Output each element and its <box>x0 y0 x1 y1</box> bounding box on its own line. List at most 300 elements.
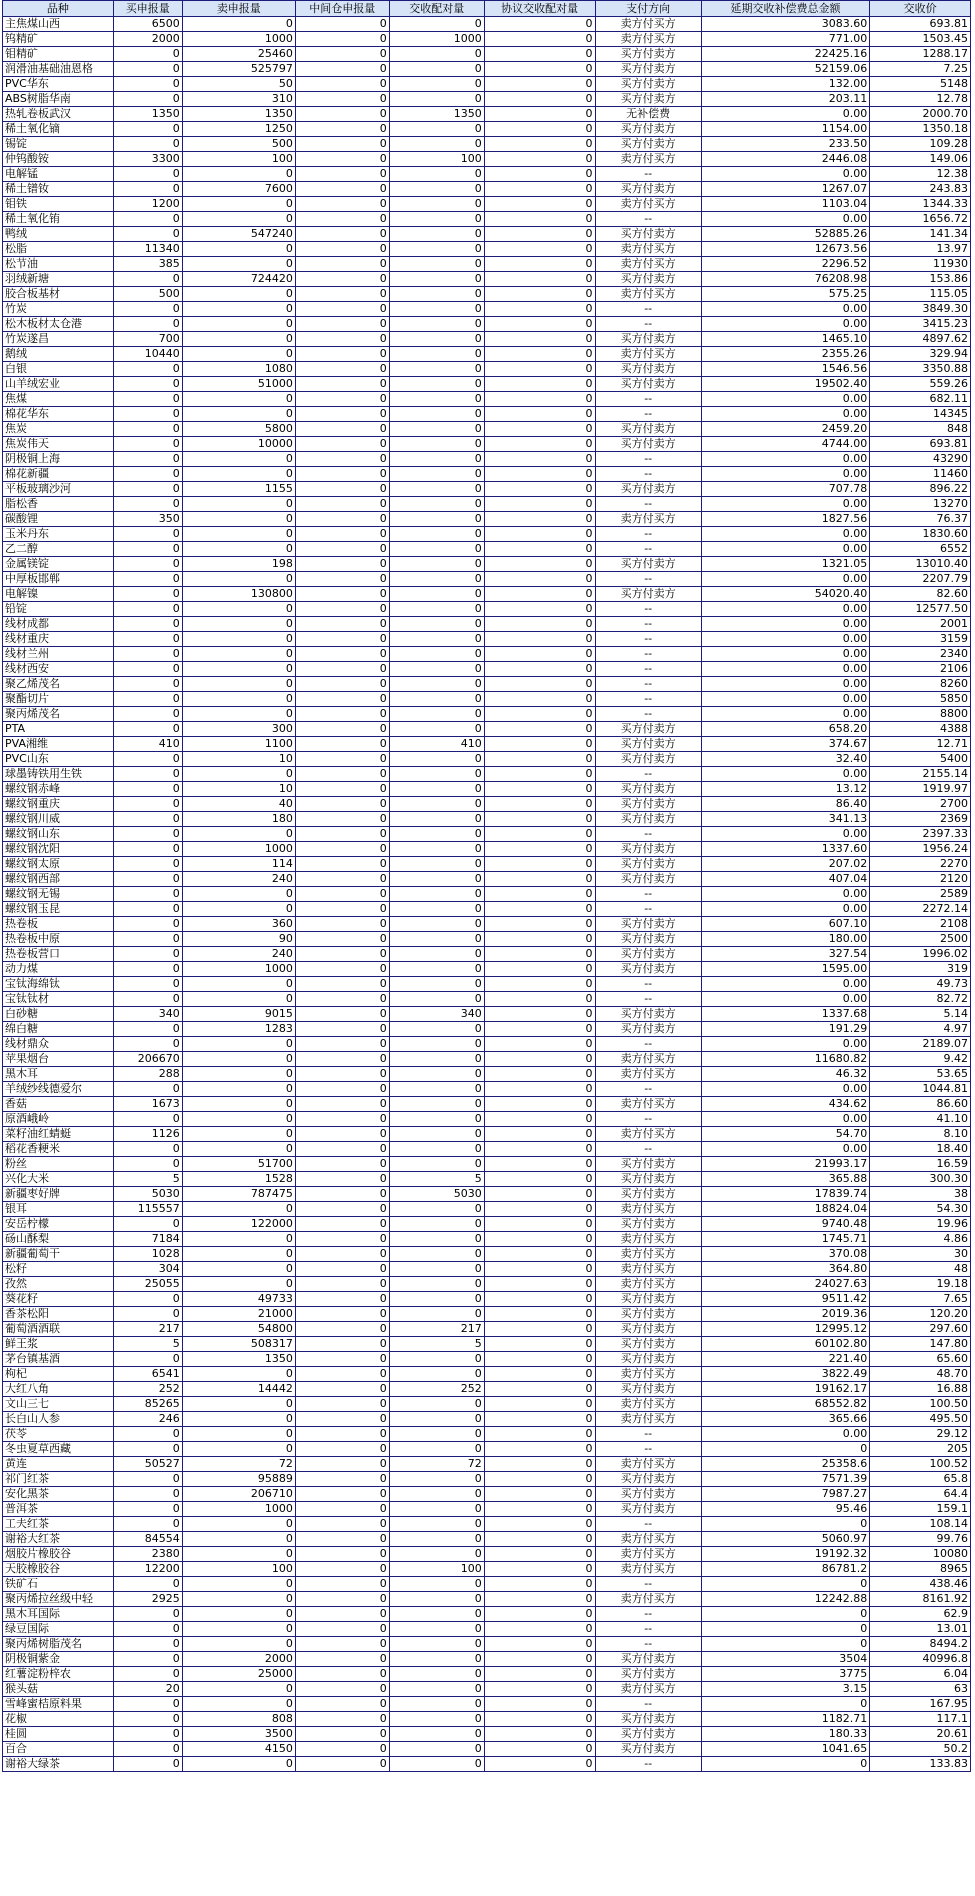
cell-middle-qty: 0 <box>295 1382 389 1397</box>
cell-pay-direction: 买方付卖方 <box>595 1322 701 1337</box>
cell-compensation-total: 1465.10 <box>701 332 869 347</box>
cell-agreement-match-qty: 0 <box>484 242 595 257</box>
cell-settlement-price: 8965 <box>870 1562 971 1577</box>
cell-pay-direction: -- <box>595 452 701 467</box>
cell-sell-qty: 3500 <box>182 1727 295 1742</box>
cell-agreement-match-qty: 0 <box>484 1367 595 1382</box>
cell-variety: 花椒 <box>3 1712 114 1727</box>
cell-agreement-match-qty: 0 <box>484 362 595 377</box>
settlement-table <box>2 0 971 1772</box>
cell-settlement-price: 2207.79 <box>870 572 971 587</box>
cell-compensation-total: 0.00 <box>701 647 869 662</box>
cell-variety: 钼铁 <box>3 197 114 212</box>
header-pay-direction: 支付方向 <box>595 1 701 17</box>
cell-buy-qty: 0 <box>113 467 182 482</box>
cell-compensation-total: 0.00 <box>701 827 869 842</box>
cell-settlement-price: 100.50 <box>870 1397 971 1412</box>
cell-pay-direction: -- <box>595 1037 701 1052</box>
cell-agreement-match-qty: 0 <box>484 1637 595 1652</box>
table-row <box>3 347 971 362</box>
table-row <box>3 452 971 467</box>
table-row <box>3 527 971 542</box>
table-row <box>3 1382 971 1397</box>
cell-compensation-total: 1337.68 <box>701 1007 869 1022</box>
cell-buy-qty: 20 <box>113 1682 182 1697</box>
cell-settlement-price: 62.9 <box>870 1607 971 1622</box>
cell-pay-direction: 卖方付买方 <box>595 257 701 272</box>
cell-pay-direction: 卖方付买方 <box>595 1097 701 1112</box>
cell-pay-direction: 买方付卖方 <box>595 272 701 287</box>
cell-settlement-price: 9.42 <box>870 1052 971 1067</box>
cell-compensation-total: 0.00 <box>701 467 869 482</box>
cell-pay-direction: 买方付卖方 <box>595 932 701 947</box>
cell-pay-direction: -- <box>595 167 701 182</box>
cell-middle-qty: 0 <box>295 1472 389 1487</box>
cell-agreement-match-qty: 0 <box>484 872 595 887</box>
cell-variety: 线材兰州 <box>3 647 114 662</box>
cell-agreement-match-qty: 0 <box>484 392 595 407</box>
cell-compensation-total: 2446.08 <box>701 152 869 167</box>
cell-variety: 黄连 <box>3 1457 114 1472</box>
cell-variety: 螺纹钢川威 <box>3 812 114 827</box>
cell-agreement-match-qty: 0 <box>484 437 595 452</box>
cell-compensation-total: 221.40 <box>701 1352 869 1367</box>
cell-variety: 稻花香粳米 <box>3 1142 114 1157</box>
table-row <box>3 32 971 47</box>
cell-agreement-match-qty: 0 <box>484 1157 595 1172</box>
cell-middle-qty: 0 <box>295 62 389 77</box>
cell-pay-direction: 卖方付买方 <box>595 17 701 32</box>
cell-variety: 焦煤 <box>3 392 114 407</box>
cell-pay-direction: -- <box>595 692 701 707</box>
table-row <box>3 677 971 692</box>
cell-buy-qty: 2925 <box>113 1592 182 1607</box>
table-row <box>3 62 971 77</box>
cell-pay-direction: 买方付卖方 <box>595 1307 701 1322</box>
cell-middle-qty: 0 <box>295 722 389 737</box>
cell-variety: 阴极铜紫金 <box>3 1652 114 1667</box>
cell-variety: 铁矿石 <box>3 1577 114 1592</box>
cell-match-qty: 0 <box>389 437 484 452</box>
cell-middle-qty: 0 <box>295 1577 389 1592</box>
cell-settlement-price: 693.81 <box>870 437 971 452</box>
cell-sell-qty: 0 <box>182 1067 295 1082</box>
cell-compensation-total: 24027.63 <box>701 1277 869 1292</box>
cell-settlement-price: 5400 <box>870 752 971 767</box>
table-row <box>3 1247 971 1262</box>
cell-pay-direction: 买方付卖方 <box>595 1742 701 1757</box>
cell-sell-qty: 1000 <box>182 1502 295 1517</box>
cell-variety: 动力煤 <box>3 962 114 977</box>
cell-buy-qty: 0 <box>113 827 182 842</box>
cell-match-qty: 0 <box>389 1592 484 1607</box>
cell-buy-qty: 0 <box>113 722 182 737</box>
cell-variety: 猴头菇 <box>3 1682 114 1697</box>
cell-settlement-price: 2589 <box>870 887 971 902</box>
cell-variety: 黑木耳国际 <box>3 1607 114 1622</box>
cell-agreement-match-qty: 0 <box>484 1247 595 1262</box>
cell-pay-direction: 买方付卖方 <box>595 1337 701 1352</box>
cell-compensation-total: 46.32 <box>701 1067 869 1082</box>
cell-sell-qty: 808 <box>182 1712 295 1727</box>
cell-buy-qty: 217 <box>113 1322 182 1337</box>
cell-pay-direction: -- <box>595 617 701 632</box>
cell-compensation-total: 132.00 <box>701 77 869 92</box>
cell-match-qty: 0 <box>389 1622 484 1637</box>
cell-buy-qty: 0 <box>113 782 182 797</box>
cell-buy-qty: 410 <box>113 737 182 752</box>
cell-compensation-total: 2019.36 <box>701 1307 869 1322</box>
cell-compensation-total: 12995.12 <box>701 1322 869 1337</box>
cell-agreement-match-qty: 0 <box>484 1592 595 1607</box>
table-row <box>3 842 971 857</box>
cell-middle-qty: 0 <box>295 1037 389 1052</box>
cell-variety: 稀土氧化镝 <box>3 122 114 137</box>
cell-sell-qty: 525797 <box>182 62 295 77</box>
cell-settlement-price: 10080 <box>870 1547 971 1562</box>
cell-compensation-total: 86.40 <box>701 797 869 812</box>
cell-pay-direction: -- <box>595 1427 701 1442</box>
cell-sell-qty: 0 <box>182 1112 295 1127</box>
cell-middle-qty: 0 <box>295 587 389 602</box>
cell-match-qty: 72 <box>389 1457 484 1472</box>
cell-pay-direction: 买方付卖方 <box>595 782 701 797</box>
cell-variety: 葵花籽 <box>3 1292 114 1307</box>
cell-agreement-match-qty: 0 <box>484 527 595 542</box>
cell-compensation-total: 18824.04 <box>701 1202 869 1217</box>
cell-compensation-total: 365.88 <box>701 1172 869 1187</box>
cell-sell-qty: 10000 <box>182 437 295 452</box>
cell-pay-direction: 卖方付买方 <box>595 152 701 167</box>
cell-buy-qty: 0 <box>113 1217 182 1232</box>
cell-buy-qty: 0 <box>113 1757 182 1772</box>
cell-compensation-total: 0.00 <box>701 107 869 122</box>
cell-settlement-price: 2001 <box>870 617 971 632</box>
cell-sell-qty: 0 <box>182 1592 295 1607</box>
cell-middle-qty: 0 <box>295 1562 389 1577</box>
table-row <box>3 782 971 797</box>
cell-middle-qty: 0 <box>295 707 389 722</box>
table-row <box>3 1547 971 1562</box>
table-row <box>3 1532 971 1547</box>
cell-sell-qty: 14442 <box>182 1382 295 1397</box>
cell-match-qty: 0 <box>389 1577 484 1592</box>
cell-buy-qty: 11340 <box>113 242 182 257</box>
cell-buy-qty: 0 <box>113 1487 182 1502</box>
cell-compensation-total: 0.00 <box>701 1082 869 1097</box>
table-row <box>3 1472 971 1487</box>
cell-buy-qty: 0 <box>113 1157 182 1172</box>
cell-buy-qty: 0 <box>113 422 182 437</box>
cell-buy-qty: 252 <box>113 1382 182 1397</box>
cell-pay-direction: 卖方付买方 <box>595 242 701 257</box>
cell-middle-qty: 0 <box>295 482 389 497</box>
cell-settlement-price: 682.11 <box>870 392 971 407</box>
cell-compensation-total: 658.20 <box>701 722 869 737</box>
cell-compensation-total: 0.00 <box>701 167 869 182</box>
cell-buy-qty: 350 <box>113 512 182 527</box>
cell-agreement-match-qty: 0 <box>484 1052 595 1067</box>
cell-agreement-match-qty: 0 <box>484 1577 595 1592</box>
cell-middle-qty: 0 <box>295 842 389 857</box>
cell-variety: 谢裕大红茶 <box>3 1532 114 1547</box>
table-row <box>3 992 971 1007</box>
cell-compensation-total: 60102.80 <box>701 1337 869 1352</box>
cell-variety: 雪峰蜜桔原料果 <box>3 1697 114 1712</box>
cell-middle-qty: 0 <box>295 1082 389 1097</box>
cell-match-qty: 0 <box>389 752 484 767</box>
cell-match-qty: 0 <box>389 1547 484 1562</box>
cell-agreement-match-qty: 0 <box>484 152 595 167</box>
cell-buy-qty: 0 <box>113 617 182 632</box>
cell-pay-direction: -- <box>595 602 701 617</box>
cell-agreement-match-qty: 0 <box>484 767 595 782</box>
cell-agreement-match-qty: 0 <box>484 1262 595 1277</box>
cell-variety: 平板玻璃沙河 <box>3 482 114 497</box>
cell-sell-qty: 0 <box>182 602 295 617</box>
table-row <box>3 227 971 242</box>
cell-buy-qty: 0 <box>113 167 182 182</box>
table-row <box>3 317 971 332</box>
cell-compensation-total: 0.00 <box>701 767 869 782</box>
cell-agreement-match-qty: 0 <box>484 302 595 317</box>
cell-settlement-price: 438.46 <box>870 1577 971 1592</box>
cell-compensation-total: 0.00 <box>701 1037 869 1052</box>
cell-buy-qty: 0 <box>113 872 182 887</box>
header-compensation-total: 延期交收补偿费总金额 <box>701 1 869 17</box>
cell-compensation-total: 52159.06 <box>701 62 869 77</box>
cell-variety: 螺纹钢太原 <box>3 857 114 872</box>
cell-middle-qty: 0 <box>295 962 389 977</box>
cell-match-qty: 0 <box>389 992 484 1007</box>
cell-agreement-match-qty: 0 <box>484 137 595 152</box>
cell-buy-qty: 0 <box>113 62 182 77</box>
cell-compensation-total: 0.00 <box>701 887 869 902</box>
cell-sell-qty: 0 <box>182 902 295 917</box>
cell-middle-qty: 0 <box>295 1487 389 1502</box>
table-row <box>3 1217 971 1232</box>
cell-buy-qty: 6541 <box>113 1367 182 1382</box>
cell-sell-qty: 0 <box>182 302 295 317</box>
cell-agreement-match-qty: 0 <box>484 1502 595 1517</box>
cell-compensation-total: 7571.39 <box>701 1472 869 1487</box>
table-row <box>3 827 971 842</box>
cell-pay-direction: 卖方付买方 <box>595 512 701 527</box>
cell-compensation-total: 17839.74 <box>701 1187 869 1202</box>
cell-compensation-total: 4744.00 <box>701 437 869 452</box>
cell-compensation-total: 54.70 <box>701 1127 869 1142</box>
cell-sell-qty: 0 <box>182 1262 295 1277</box>
cell-match-qty: 0 <box>389 677 484 692</box>
table-row <box>3 1232 971 1247</box>
cell-sell-qty: 1283 <box>182 1022 295 1037</box>
cell-sell-qty: 787475 <box>182 1187 295 1202</box>
cell-agreement-match-qty: 0 <box>484 1427 595 1442</box>
cell-middle-qty: 0 <box>295 1427 389 1442</box>
table-row <box>3 302 971 317</box>
cell-settlement-price: 7.65 <box>870 1292 971 1307</box>
cell-pay-direction: -- <box>595 1577 701 1592</box>
cell-buy-qty: 0 <box>113 1667 182 1682</box>
cell-middle-qty: 0 <box>295 1532 389 1547</box>
cell-variety: 冬虫夏草西藏 <box>3 1442 114 1457</box>
cell-pay-direction: 买方付卖方 <box>595 1472 701 1487</box>
cell-compensation-total: 1041.65 <box>701 1742 869 1757</box>
cell-sell-qty: 1350 <box>182 107 295 122</box>
cell-buy-qty: 0 <box>113 527 182 542</box>
cell-pay-direction: 买方付卖方 <box>595 737 701 752</box>
cell-middle-qty: 0 <box>295 602 389 617</box>
cell-variety: 香茶松阳 <box>3 1307 114 1322</box>
cell-sell-qty: 0 <box>182 1397 295 1412</box>
cell-match-qty: 410 <box>389 737 484 752</box>
cell-pay-direction: -- <box>595 1517 701 1532</box>
cell-buy-qty: 1673 <box>113 1097 182 1112</box>
cell-settlement-price: 495.50 <box>870 1412 971 1427</box>
cell-sell-qty: 360 <box>182 917 295 932</box>
cell-compensation-total: 207.02 <box>701 857 869 872</box>
cell-sell-qty: 54800 <box>182 1322 295 1337</box>
cell-middle-qty: 0 <box>295 857 389 872</box>
cell-buy-qty: 0 <box>113 797 182 812</box>
cell-settlement-price: 115.05 <box>870 287 971 302</box>
cell-agreement-match-qty: 0 <box>484 1742 595 1757</box>
cell-match-qty: 0 <box>389 287 484 302</box>
cell-middle-qty: 0 <box>295 332 389 347</box>
cell-pay-direction: 卖方付买方 <box>595 197 701 212</box>
cell-match-qty: 0 <box>389 797 484 812</box>
cell-settlement-price: 1656.72 <box>870 212 971 227</box>
cell-pay-direction: 卖方付买方 <box>595 1682 701 1697</box>
table-header-row <box>3 1 971 17</box>
cell-buy-qty: 0 <box>113 1712 182 1727</box>
cell-middle-qty: 0 <box>295 647 389 662</box>
cell-buy-qty: 0 <box>113 542 182 557</box>
cell-sell-qty: 1250 <box>182 122 295 137</box>
cell-agreement-match-qty: 0 <box>484 647 595 662</box>
cell-agreement-match-qty: 0 <box>484 1652 595 1667</box>
cell-match-qty: 0 <box>389 1082 484 1097</box>
cell-settlement-price: 5148 <box>870 77 971 92</box>
cell-pay-direction: 买方付卖方 <box>595 1352 701 1367</box>
cell-pay-direction: 买方付卖方 <box>595 227 701 242</box>
cell-buy-qty: 3300 <box>113 152 182 167</box>
cell-sell-qty: 240 <box>182 872 295 887</box>
cell-buy-qty: 0 <box>113 677 182 692</box>
cell-settlement-price: 63 <box>870 1682 971 1697</box>
table-row <box>3 422 971 437</box>
cell-pay-direction: 买方付卖方 <box>595 722 701 737</box>
table-row <box>3 1292 971 1307</box>
cell-buy-qty: 0 <box>113 962 182 977</box>
cell-match-qty: 0 <box>389 1127 484 1142</box>
cell-buy-qty: 0 <box>113 1697 182 1712</box>
cell-settlement-price: 16.59 <box>870 1157 971 1172</box>
table-row <box>3 1112 971 1127</box>
cell-variety: 螺纹钢赤峰 <box>3 782 114 797</box>
cell-settlement-price: 848 <box>870 422 971 437</box>
cell-sell-qty: 0 <box>182 1697 295 1712</box>
cell-compensation-total: 0.00 <box>701 392 869 407</box>
table-row <box>3 242 971 257</box>
cell-pay-direction: 卖方付买方 <box>595 1052 701 1067</box>
cell-pay-direction: 买方付卖方 <box>595 422 701 437</box>
cell-settlement-price: 4.86 <box>870 1232 971 1247</box>
cell-compensation-total: 54020.40 <box>701 587 869 602</box>
cell-pay-direction: -- <box>595 977 701 992</box>
cell-variety: 新疆葡萄干 <box>3 1247 114 1262</box>
cell-settlement-price: 12.38 <box>870 167 971 182</box>
cell-compensation-total: 11680.82 <box>701 1052 869 1067</box>
cell-sell-qty: 21000 <box>182 1307 295 1322</box>
cell-agreement-match-qty: 0 <box>484 677 595 692</box>
cell-compensation-total: 707.78 <box>701 482 869 497</box>
cell-compensation-total: 21993.17 <box>701 1157 869 1172</box>
cell-settlement-price: 64.4 <box>870 1487 971 1502</box>
cell-match-qty: 1350 <box>389 107 484 122</box>
cell-compensation-total: 12242.88 <box>701 1592 869 1607</box>
cell-pay-direction: 买方付卖方 <box>595 1187 701 1202</box>
cell-compensation-total: 434.62 <box>701 1097 869 1112</box>
cell-settlement-price: 13.97 <box>870 242 971 257</box>
cell-variety: 线材重庆 <box>3 632 114 647</box>
cell-agreement-match-qty: 0 <box>484 917 595 932</box>
table-row <box>3 197 971 212</box>
cell-settlement-price: 43290 <box>870 452 971 467</box>
cell-compensation-total: 3504 <box>701 1652 869 1667</box>
cell-sell-qty: 130800 <box>182 587 295 602</box>
cell-settlement-price: 5850 <box>870 692 971 707</box>
cell-pay-direction: -- <box>595 902 701 917</box>
cell-variety: 热卷板中原 <box>3 932 114 947</box>
cell-agreement-match-qty: 0 <box>484 122 595 137</box>
cell-pay-direction: 买方付卖方 <box>595 1652 701 1667</box>
cell-agreement-match-qty: 0 <box>484 1232 595 1247</box>
cell-compensation-total: 86781.2 <box>701 1562 869 1577</box>
cell-agreement-match-qty: 0 <box>484 857 595 872</box>
cell-settlement-price: 1044.81 <box>870 1082 971 1097</box>
cell-middle-qty: 0 <box>295 392 389 407</box>
cell-middle-qty: 0 <box>295 122 389 137</box>
cell-agreement-match-qty: 0 <box>484 1142 595 1157</box>
cell-settlement-price: 41.10 <box>870 1112 971 1127</box>
cell-compensation-total: 19162.17 <box>701 1382 869 1397</box>
cell-variety: 安岳柠檬 <box>3 1217 114 1232</box>
cell-match-qty: 0 <box>389 317 484 332</box>
cell-compensation-total: 2355.26 <box>701 347 869 362</box>
cell-pay-direction: 卖方付买方 <box>595 1592 701 1607</box>
cell-middle-qty: 0 <box>295 1007 389 1022</box>
cell-buy-qty: 246 <box>113 1412 182 1427</box>
cell-match-qty: 5030 <box>389 1187 484 1202</box>
cell-middle-qty: 0 <box>295 1022 389 1037</box>
cell-settlement-price: 38 <box>870 1187 971 1202</box>
cell-variety: 乙二醇 <box>3 542 114 557</box>
cell-sell-qty: 0 <box>182 197 295 212</box>
cell-middle-qty: 0 <box>295 572 389 587</box>
cell-match-qty: 0 <box>389 1712 484 1727</box>
header-match-qty: 交收配对量 <box>389 1 484 17</box>
cell-agreement-match-qty: 0 <box>484 572 595 587</box>
cell-match-qty: 0 <box>389 1697 484 1712</box>
cell-agreement-match-qty: 0 <box>484 617 595 632</box>
cell-sell-qty: 40 <box>182 797 295 812</box>
cell-pay-direction: -- <box>595 647 701 662</box>
cell-pay-direction: -- <box>595 1622 701 1637</box>
cell-middle-qty: 0 <box>295 917 389 932</box>
cell-match-qty: 0 <box>389 692 484 707</box>
cell-agreement-match-qty: 0 <box>484 782 595 797</box>
